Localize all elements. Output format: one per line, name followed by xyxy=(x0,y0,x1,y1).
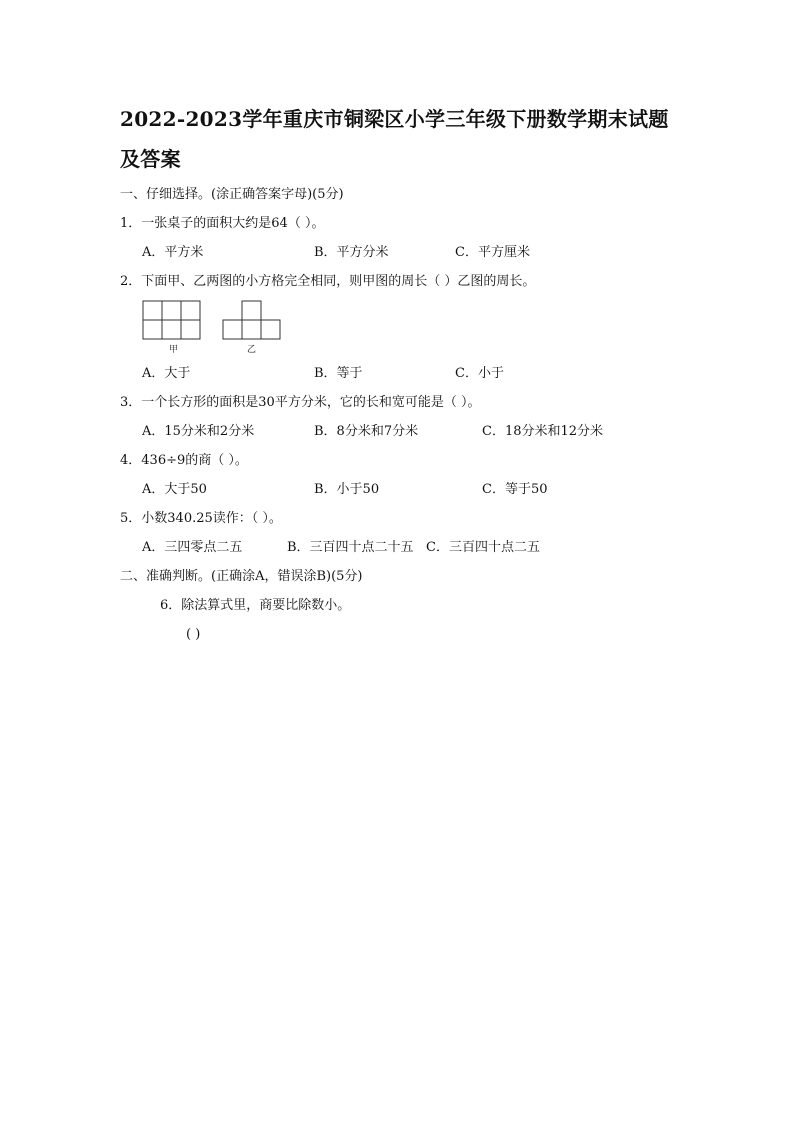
q6-answer-blank: ( ) xyxy=(186,627,201,642)
q4-option-b: B．小于50 xyxy=(314,482,380,497)
figure-yi-label: 乙 xyxy=(247,345,257,355)
q4-text: 4．436÷9的商（ ）。 xyxy=(120,453,248,468)
q2-text: 2．下面甲、乙两图的小方格完全相同，则甲图的周长（ ）乙图的周长。 xyxy=(120,274,536,289)
q1-option-b: B．平方分米 xyxy=(314,245,389,260)
figure-yi xyxy=(223,301,280,339)
doc-title-line2: 及答案 xyxy=(120,147,181,171)
q3-option-b: B．8分米和7分米 xyxy=(314,424,419,439)
q3-option-a: A．15分米和2分米 xyxy=(142,424,255,439)
q1-option-c: C．平方厘米 xyxy=(455,245,530,260)
q5-option-b: B．三百四十点二十五 xyxy=(287,540,414,555)
q5-option-a: A．三四零点二五 xyxy=(142,540,243,555)
q1-option-a: A．平方米 xyxy=(142,245,204,260)
q5-text: 5．小数340.25读作：（ ）。 xyxy=(120,511,282,526)
q4-option-c: C．等于50 xyxy=(482,482,548,497)
figure-jia-label: 甲 xyxy=(169,345,179,355)
section1-heading: 一、仔细选择。(涂正确答案字母)(5分) xyxy=(120,187,344,202)
q2-option-b: B．等于 xyxy=(314,366,363,381)
q6-text: 6．除法算式里，商要比除数小。 xyxy=(160,598,351,613)
q4-option-a: A．大于50 xyxy=(142,482,207,497)
figure-jia xyxy=(143,301,200,339)
q1-text: 1．一张桌子的面积大约是64（ ）。 xyxy=(120,216,325,231)
q2-figure xyxy=(138,296,288,356)
q2-option-a: A．大于 xyxy=(142,366,191,381)
doc-title-line1: 2022-2023学年重庆市铜梁区小学三年级下册数学期末试题 xyxy=(120,107,669,131)
q2-option-c: C．小于 xyxy=(455,366,504,381)
q3-text: 3．一个长方形的面积是30平方分米，它的长和宽可能是（ ）。 xyxy=(120,395,481,410)
q5-option-c: C．三百四十点二五 xyxy=(426,540,540,555)
q3-option-c: C．18分米和12分米 xyxy=(482,424,604,439)
section2-heading: 二、准确判断。(正确涂A，错误涂B)(5分) xyxy=(120,569,363,584)
